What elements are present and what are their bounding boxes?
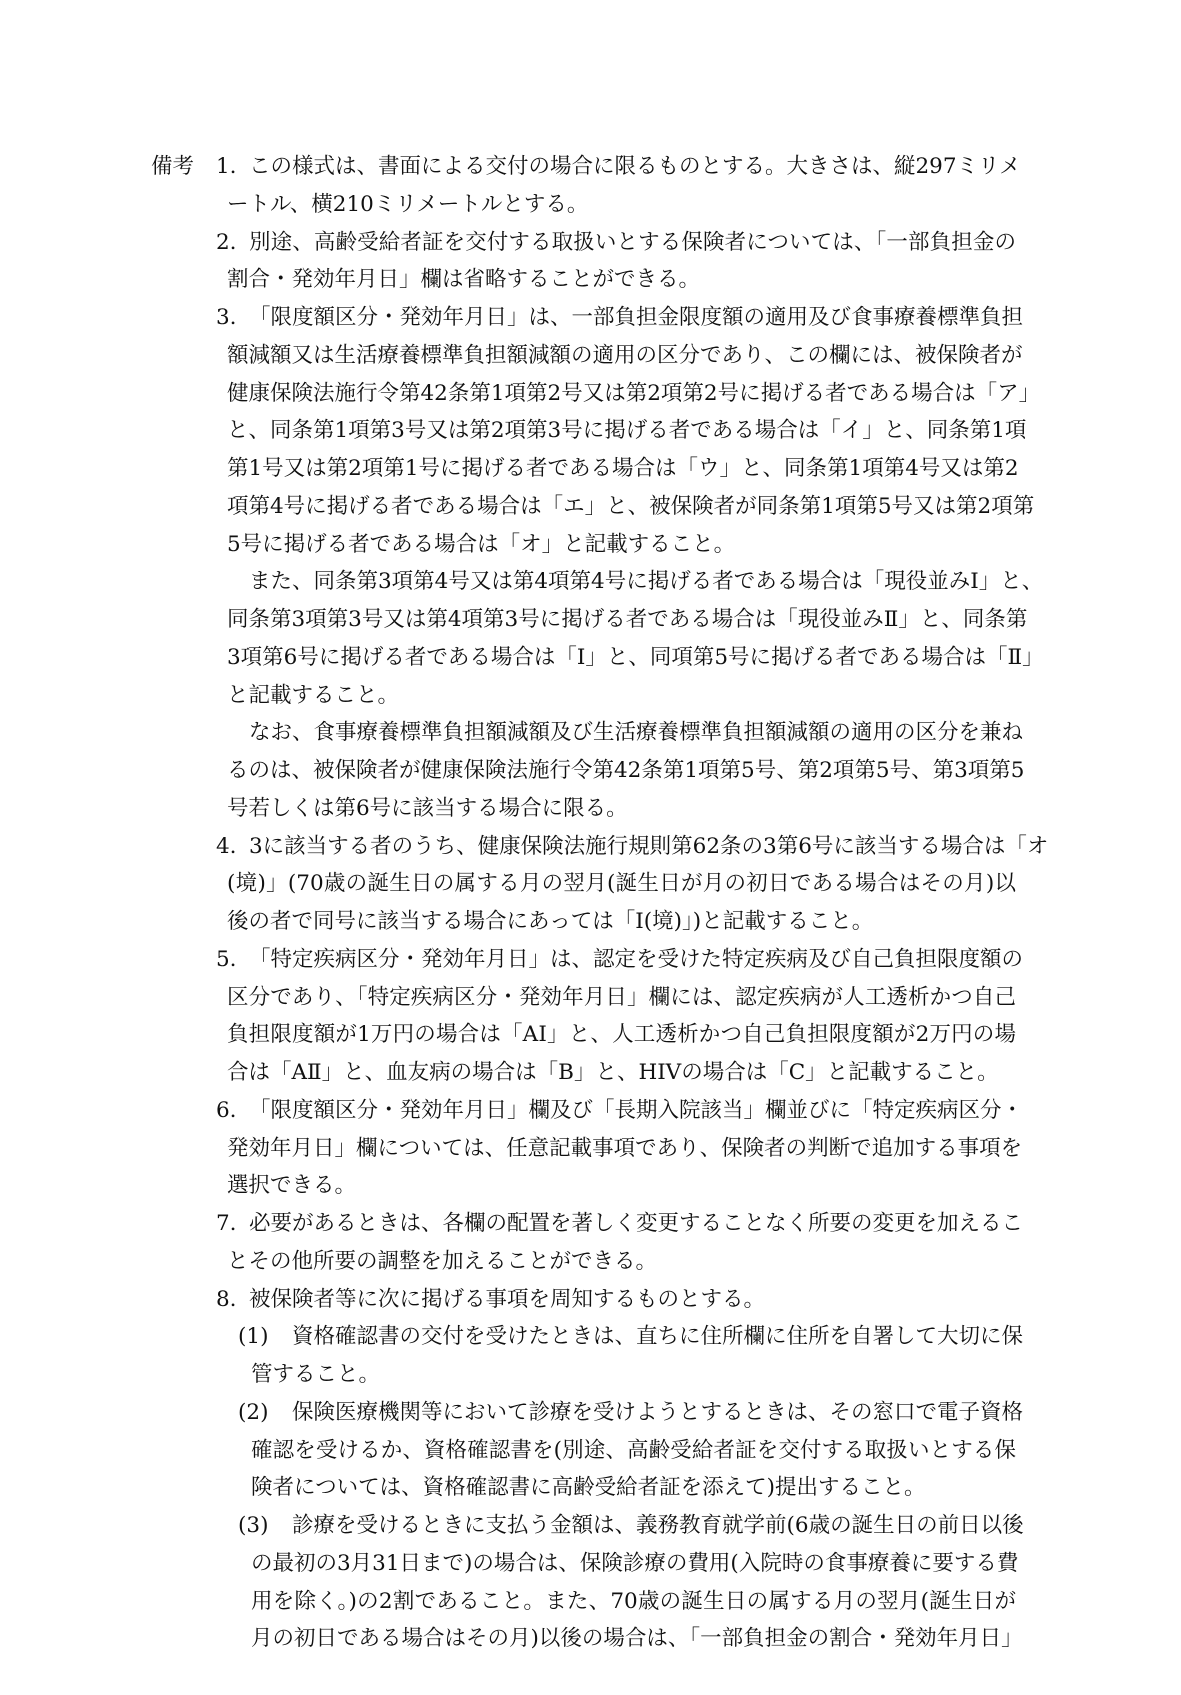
text-line: の最初の3月31日まで)の場合は、保険診療の費用(入院時の食事療養に要する費 xyxy=(251,1550,1019,1576)
text-line: 管すること。 xyxy=(251,1362,381,1387)
text-line: 発効年月日」欄については、任意記載事項であり、保険者の判断で追加する事項を xyxy=(227,1135,1023,1161)
text-line: (境)」(70歳の誕生日の属する月の翌月(誕生日が月の初日である場合はその月)以 xyxy=(227,871,1016,897)
text-line: 後の者で同号に該当する場合にあっては「Ⅰ(境)」)と記載すること。 xyxy=(227,909,874,934)
text-line: 5号に掲げる者である場合は「オ」と記載すること。 xyxy=(227,531,736,557)
text-line: と記載すること。 xyxy=(227,682,400,708)
text-line: 3に該当する者のうち、健康保険法施行規則第62条の3第6号に該当する場合は「オ xyxy=(249,833,1049,859)
text-line: 確認を受けるか、資格確認書を(別途、高齢受給者証を交付する取扱いとする保 xyxy=(251,1437,1016,1463)
text-line: 健康保険法施行令第42条第1項第2号又は第2項第2号に掲げる者である場合は「ア」 xyxy=(227,380,1041,406)
text-line: 額減額又は生活療養標準負担額減額の適用の区分であり、この欄には、被保険者が xyxy=(227,342,1023,368)
text-line: 同条第3項第3号又は第4項第3号に掲げる者である場合は「現役並みⅡ」と、同条第 xyxy=(227,607,1028,632)
text-line: 診療を受けるときに支払う金額は、義務教育就学前(6歳の誕生日の前日以後 xyxy=(292,1513,1024,1538)
item-number: 2. xyxy=(216,229,237,255)
text-line: るのは、被保険者が健康保険法施行令第42条第1項第5号、第2項第5号、第3項第5 xyxy=(227,758,1025,783)
item-number: 8. xyxy=(216,1286,237,1312)
item-number: 6. xyxy=(216,1097,237,1123)
text-line: とその他所要の調整を加えることができる。 xyxy=(227,1248,658,1274)
text-line: と、同条第1項第3号又は第2項第3号に掲げる者である場合は「イ」と、同条第1項 xyxy=(227,418,1027,444)
text-line: この様式は、書面による交付の場合に限るものとする。大きさは、縦297ミリメ xyxy=(249,154,1021,179)
text-line: 月の初日である場合はその月)以後の場合は、「一部負担金の割合・発効年月日」 xyxy=(251,1626,1023,1652)
subitem-number: (2) xyxy=(238,1399,269,1425)
text-line: 区分であり、「特定疾病区分・発効年月日」欄には、認定疾病が人工透析かつ自己 xyxy=(227,984,1016,1010)
text-line: 必要があるときは、各欄の配置を著しく変更することなく所要の変更を加えるこ xyxy=(249,1211,1024,1236)
text-line: 別途、高齢受給者証を交付する取扱いとする保険者については、「一部負担金の xyxy=(249,229,1016,255)
text-line: 項第4号に掲げる者である場合は「エ」と、被保険者が同条第1項第5号又は第2項第 xyxy=(227,493,1035,519)
item-number: 4. xyxy=(216,833,237,859)
text-line: 資格確認書の交付を受けたときは、直ちに住所欄に住所を自署して大切に保 xyxy=(292,1324,1024,1350)
text-line: なお、食事療養標準負担額減額及び生活療養標準負担額減額の適用の区分を兼ね xyxy=(249,720,1024,746)
text-line: また、同条第3項第4号又は第4項第4号に掲げる者である場合は「現役並みⅠ」と、 xyxy=(249,569,1044,595)
text-line: 「限度額区分・発効年月日」欄及び「長期入院該当」欄並びに「特定疾病区分・ xyxy=(249,1097,1024,1123)
subitem-number: (3) xyxy=(238,1513,269,1538)
text-line: 割合・発効年月日」欄は省略することができる。 xyxy=(227,267,701,293)
text-line: 「特定疾病区分・発効年月日」は、認定を受けた特定疾病及び自己負担限度額の xyxy=(249,946,1024,972)
text-line: 号若しくは第6号に該当する場合に限る。 xyxy=(227,795,628,821)
item-number: 7. xyxy=(216,1211,237,1236)
text-line: 用を除く。)の2割であること。また、70歳の誕生日の属する月の翌月(誕生日が xyxy=(251,1588,1016,1614)
text-line: 「限度額区分・発効年月日」は、一部負担金限度額の適用及び食事療養標準負担 xyxy=(249,305,1024,330)
text-line: 被保険者等に次に掲げる事項を周知するものとする。 xyxy=(249,1286,766,1312)
item-number: 1. xyxy=(216,154,237,179)
remarks-label: 備考 xyxy=(151,154,195,179)
text-line: 合は「AⅡ」と、血友病の場合は「B」と、HIVの場合は「C」と記載すること。 xyxy=(227,1060,999,1085)
text-line: 負担限度額が1万円の場合は「AⅠ」と、人工透析かつ自己負担限度額が2万円の場 xyxy=(227,1022,1016,1048)
item-number: 5. xyxy=(216,946,237,972)
text-line: 3項第6号に掲げる者である場合は「Ⅰ」と、同項第5号に掲げる者である場合は「Ⅱ」 xyxy=(227,644,1044,670)
text-line: 険者については、資格確認書に高齢受給者証を添えて)提出すること。 xyxy=(251,1475,926,1501)
text-line: 保険医療機関等において診療を受けようとするときは、その窓口で電子資格 xyxy=(292,1399,1024,1425)
text-line: 第1号又は第2項第1号に掲げる者である場合は「ウ」と、同条第1項第4号又は第2 xyxy=(227,456,1019,481)
subitem-number: (1) xyxy=(238,1324,269,1350)
item-number: 3. xyxy=(216,305,237,330)
text-line: 選択できる。 xyxy=(227,1173,357,1199)
text-line: ートル、横210ミリメートルとする。 xyxy=(227,191,589,217)
